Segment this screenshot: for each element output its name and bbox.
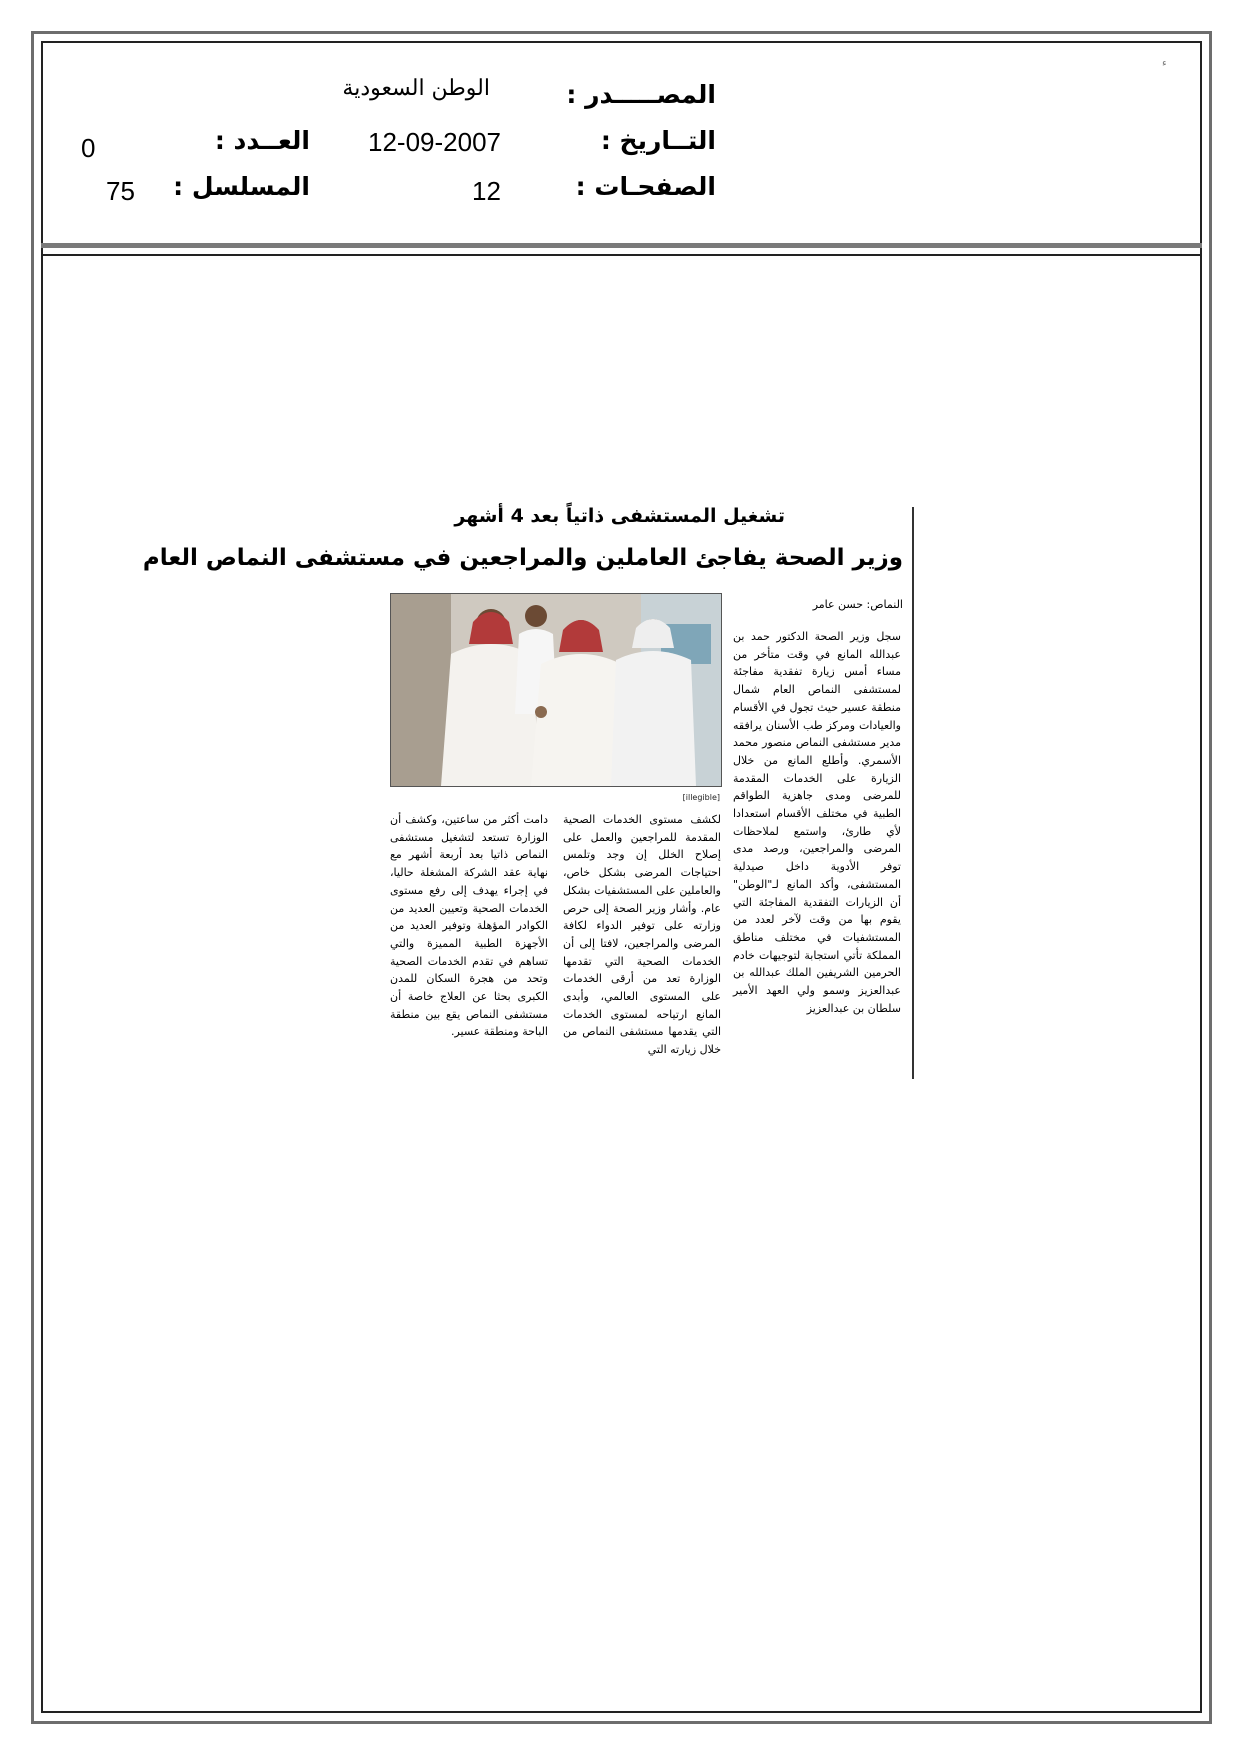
serial-value: 75 <box>106 176 135 206</box>
article-photo <box>390 593 722 787</box>
pages-value: 12 <box>472 176 501 206</box>
article-column-1: سجل وزير الصحة الدكتور حمد بن عبدالله المانع في وقت متأخر من مساء أمس زيارة تفقدية مفاجئة لمستشفى النماص العام شمال منطقة عسير حيث تجول في الأقسام والعيادات ومركز طب الأسنان يرافقه مدير مستشفى النماص منصور محمد الأسمري. وأطلع المانع من خلال الزيارة على الخدمات المقدمة للمرضى ومدى جاهزية الطواقم الطبية في مختلف الأقسام استعدادا لأي طارئ، واستمع لملاحظات المرضى والمراجعين، ورصد مدى توفر الأدوية داخل صيدلية المستشفى، وأكد المانع لـ"الوطن" أن الزيارات التفقدية المفاجئة التي يقوم بها من وقت لآخر لعدد من المستشفيات في مختلف مناطق المملكة تأتي استجابة لتوجيهات خادم الحرمين الشريفين الملك عبدالله بن عبدالعزيز وسمو ولي العهد الأمير سلطان بن عبدالعزيز <box>733 630 901 1015</box>
source-value: الوطن السعودية <box>342 76 490 101</box>
article-column-2: لكشف مستوى الخدمات الصحية المقدمة للمراجعين والعمل على إصلاح الخلل إن وجد وتلمس احتياجات المرضى بشكل خاص، والعاملين على المستشفيات بشكل عام. وأشار وزير الصحة إلى حرص وزارته على توفير الدواء لكافة المرضى والمراجعين، لافتا إلى أن الخدمات الصحية التي تقدمها الوزارة تعد من أرقى الخدمات على المستوى العالمي، وأبدى المانع ارتياحه لمستوى الخدمات التي يقدمها مستشفى النماص من خلال زيارته التي <box>563 813 721 1057</box>
article-byline: النماص: حسن عامر <box>812 598 903 611</box>
news-clipping <box>142 505 915 1080</box>
corner-mark: ء <box>1162 58 1167 69</box>
serial-label: المسلسل : <box>173 172 310 201</box>
issue-label: العــدد : <box>214 126 310 155</box>
article-kicker: تشغيل المستشفى ذاتياً بعد 4 أشهر <box>454 505 785 527</box>
date-value: 12-09-2007 <box>368 127 501 157</box>
photo-illustration <box>391 594 721 786</box>
date-label: التــاريخ : <box>600 126 716 155</box>
issue-value: 0 <box>81 133 96 163</box>
article-column-3: دامت أكثر من ساعتين، وكشف أن الوزارة تستعد لتشغيل مستشفى النماص ذاتيا بعد أربعة أشهر مع نهاية عقد الشركة المشغلة حاليا، في إجراء يهدف إلى رفع مستوى الخدمات الصحية وتعيين العديد من الكوادر المؤهلة وتوفير العديد من الأجهزة الطبية المميزة والتي تساهم في تقدم الخدمات الصحية وتحد من هجرة السكان للمدن الكبرى بحثا عن العلاج خاصة أن مستشفى النماص يقع بين منطقة الباحة ومنطقة عسير. <box>390 813 548 1039</box>
pages-label: الصفحـات : <box>575 172 716 201</box>
photo-caption: [illegible] <box>682 793 720 802</box>
header-divider <box>41 243 1202 248</box>
source-label: المصـــــدر : <box>566 80 716 109</box>
article-headline: وزير الصحة يفاجئ العاملين والمراجعين في مستشفى النماص العام <box>142 545 903 571</box>
header-divider-line <box>41 254 1202 256</box>
